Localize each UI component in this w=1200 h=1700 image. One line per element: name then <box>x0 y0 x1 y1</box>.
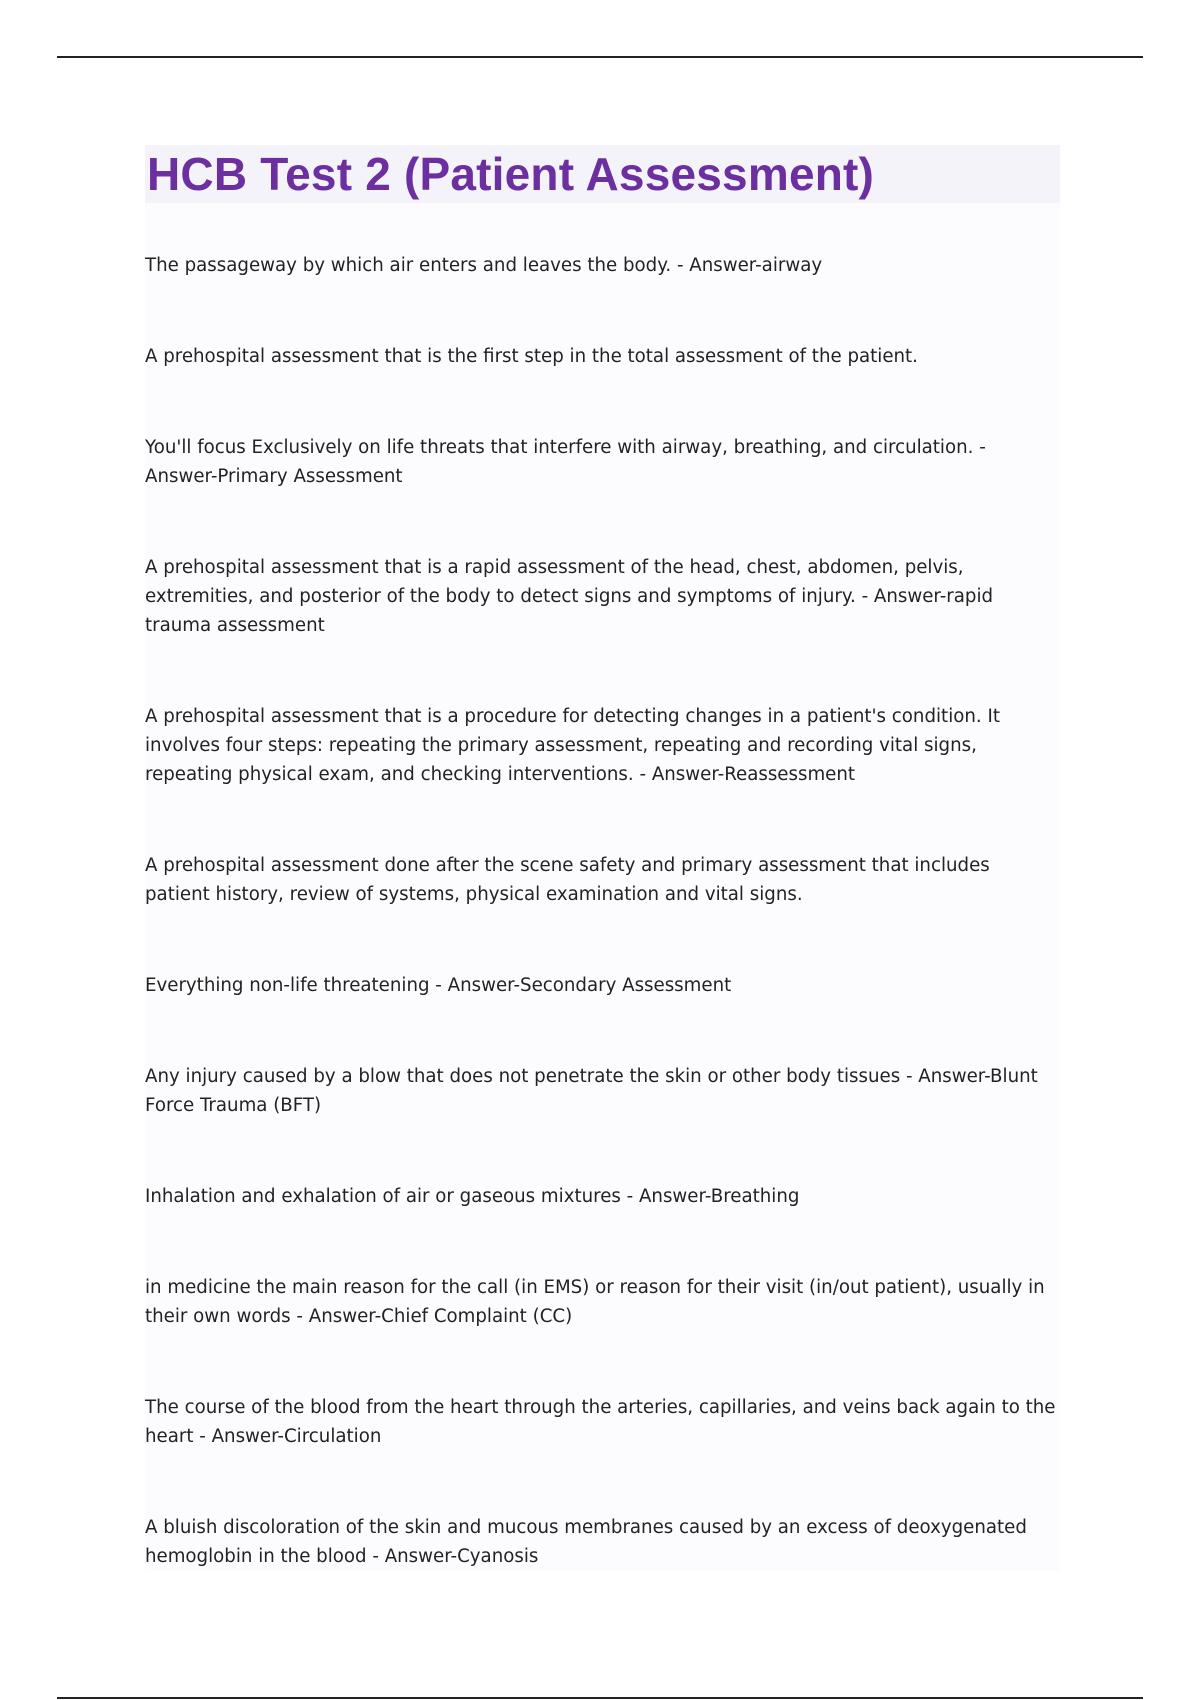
qa-entry-secondary-assessment-question: A prehospital assessment done after the scene safety and primary assessment that includes patient history, review of systems, physical examination and vital signs. <box>145 855 990 905</box>
qa-entry-primary-assessment-question: A prehospital assessment that is the first step in the total assessment of the patient. <box>145 346 918 367</box>
qa-entry-secondary-assessment: Everything non-life threatening - Answer-Secondary Assessment <box>145 975 732 996</box>
qa-entry-circulation: The course of the blood from the heart through the arteries, capillaries, and veins back again to the heart - Answer-Circulation <box>145 1397 1056 1447</box>
title-band <box>145 145 1060 203</box>
qa-entry-reassessment: A prehospital assessment that is a procedure for detecting changes in a patient's condition. It involves four steps: repeating the primary assessment, repeating and recording vital signs, repeating physical exam, and checking interventions. - Answer-Reassessment <box>145 706 1000 785</box>
qa-entry-chief-complaint: in medicine the main reason for the call (in EMS) or reason for their visit (in/out patient), usually in their own words - Answer-Chief Complaint (CC) <box>145 1277 1045 1327</box>
qa-entry-primary-assessment: You'll focus Exclusively on life threats that interfere with airway, breathing, and circulation. - Answer-Primary Assessment <box>145 437 986 487</box>
bottom-page-rule <box>57 1697 1143 1699</box>
qa-entry-blunt-force-trauma: Any injury caused by a blow that does not penetrate the skin or other body tissues - Answer-Blunt Force Trauma (BFT) <box>145 1066 1038 1116</box>
qa-list <box>145 251 1060 1571</box>
document-title: HCB Test 2 (Patient Assessment) <box>147 148 875 200</box>
top-page-rule <box>57 56 1143 58</box>
qa-entry-rapid-trauma-assessment: A prehospital assessment that is a rapid assessment of the head, chest, abdomen, pelvis, extremities, and posterior of the body to detect signs and symptoms of injury. - Answer-rapid trauma assessment <box>145 557 994 636</box>
qa-entry-cyanosis: A bluish discoloration of the skin and mucous membranes caused by an excess of deoxygenated hemoglobin in the blood - Answer-Cyanosis <box>145 1517 1027 1567</box>
qa-entry-airway: The passageway by which air enters and leaves the body. - Answer-airway <box>145 255 823 276</box>
qa-entry-breathing: Inhalation and exhalation of air or gaseous mixtures - Answer-Breathing <box>145 1186 800 1207</box>
document-body <box>145 145 1060 1571</box>
